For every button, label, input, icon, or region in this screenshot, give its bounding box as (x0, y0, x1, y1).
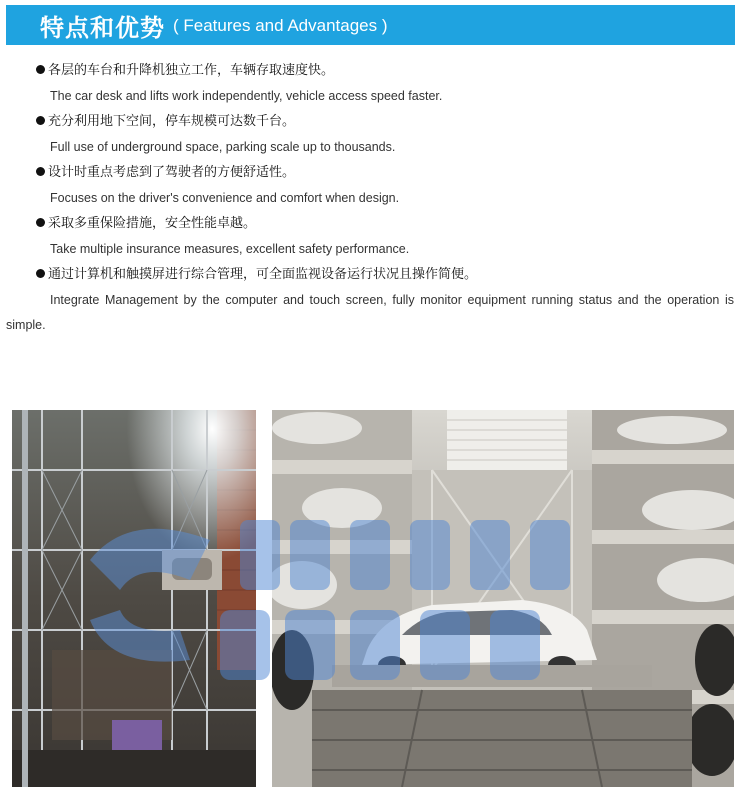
feature-item (0, 211, 740, 262)
lift-shaft-photo (12, 410, 256, 787)
section-title-cn: 特点和优势 (40, 13, 165, 42)
feature-text-cn: 采取多重保险措施，安全性能卓越。 (48, 216, 257, 231)
feature-text-en: Full use of underground space, parking scale up to thousands. (50, 140, 396, 154)
feature-list (0, 58, 740, 338)
feature-item (0, 160, 740, 211)
feature-item (0, 58, 740, 109)
parking-garage-photo (272, 410, 734, 787)
feature-text-en: Focuses on the driver's convenience and comfort when design. (50, 191, 400, 205)
section-title-en: ( Features and Advantages ) (173, 16, 388, 35)
bullet-icon (36, 167, 45, 176)
feature-item (0, 109, 740, 160)
feature-text-cn: 通过计算机和触摸屏进行综合管理，可全面监视设备运行状况且操作简便。 (48, 267, 478, 282)
feature-item (0, 262, 740, 338)
feature-text-en: The car desk and lifts work independently, vehicle access speed faster. (50, 89, 443, 103)
feature-text-cn: 各层的车台和升降机独立工作，车辆存取速度快。 (48, 63, 335, 78)
feature-text-en: Integrate Management by the computer and touch screen, fully monitor equipment running status and the operation is simple. (6, 293, 734, 332)
feature-text-cn: 设计时重点考虑到了驾驶者的方便舒适性。 (48, 165, 296, 180)
bullet-icon (36, 218, 45, 227)
feature-text-cn: 充分利用地下空间，停车规模可达数千台。 (48, 114, 296, 129)
feature-text-en: Take multiple insurance measures, excellent safety performance. (50, 242, 410, 256)
bullet-icon (36, 65, 45, 74)
bullet-icon (36, 269, 45, 278)
section-header (6, 5, 735, 45)
bullet-icon (36, 116, 45, 125)
